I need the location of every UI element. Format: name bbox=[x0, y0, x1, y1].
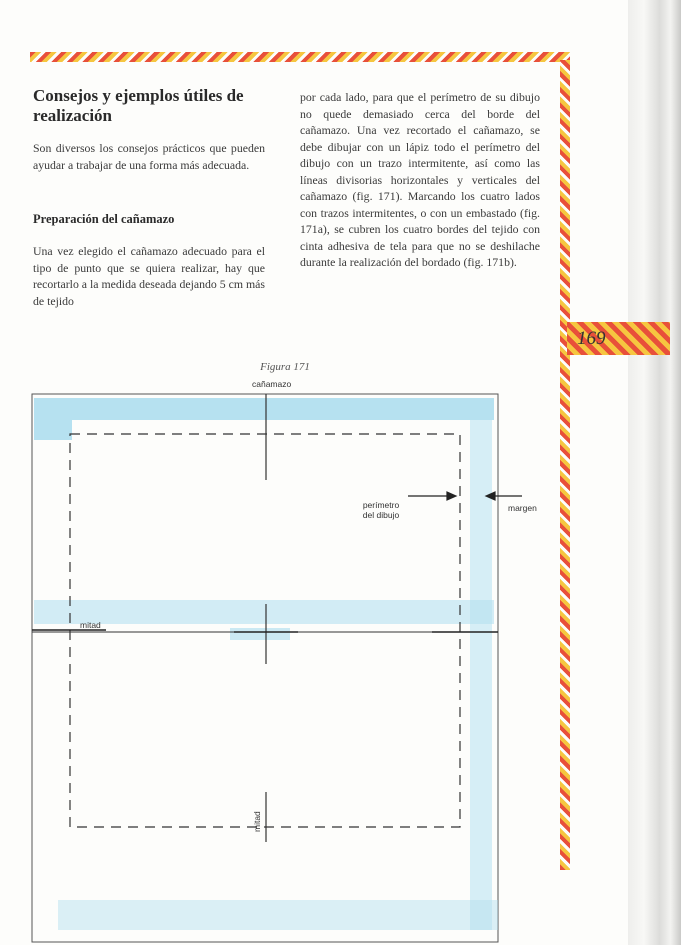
figure-caption: Figura 171 bbox=[260, 361, 310, 373]
vertical-half-label: mitad bbox=[252, 811, 262, 832]
continuation-paragraph: por cada lado, para que el perímetro de su dibujo no quede demasiado cerca del borde del cañamazo. Una vez recortado el cañamazo, se debe dibujar con un lápiz todo el perímetro del dibujo con un trazo intermitente, así como las líneas divisorias horizontales y verticales del cañamazo (fig. 171). Marcando los cuatro lados con trazos intermitentes, o con un embastado (fig. 171a), se cubren los cuatro bordes del tejido con cinta adhesiva de tela para que no se deshilache durante la realización del bordado (fig. 171b). bbox=[300, 90, 540, 269]
perimeter-arrow bbox=[408, 492, 456, 500]
subsection-title: Preparación del cañamazo bbox=[33, 212, 175, 226]
section-title: Consejos y ejemplos útiles de realización bbox=[33, 86, 244, 125]
margin-arrow bbox=[486, 492, 522, 500]
horizontal-half-label: mitad bbox=[80, 620, 101, 630]
margin-label: margen bbox=[508, 503, 537, 513]
canvas-outline bbox=[32, 394, 498, 942]
perimeter-label: perímetro del dibujo bbox=[362, 500, 400, 520]
intro-paragraph: Son diversos los consejos prácticos que pueden ayudar a trabajar de una forma más adecuada. bbox=[33, 141, 265, 172]
canvas-label: cañamazo bbox=[252, 379, 292, 389]
page-number: 169 bbox=[577, 328, 606, 349]
preparation-paragraph: Una vez elegido el cañamazo adecuado para el tipo de punto que se quiera realizar, hay que recortarlo a la medida deseada dejando 5 cm más de tejido bbox=[33, 244, 265, 308]
